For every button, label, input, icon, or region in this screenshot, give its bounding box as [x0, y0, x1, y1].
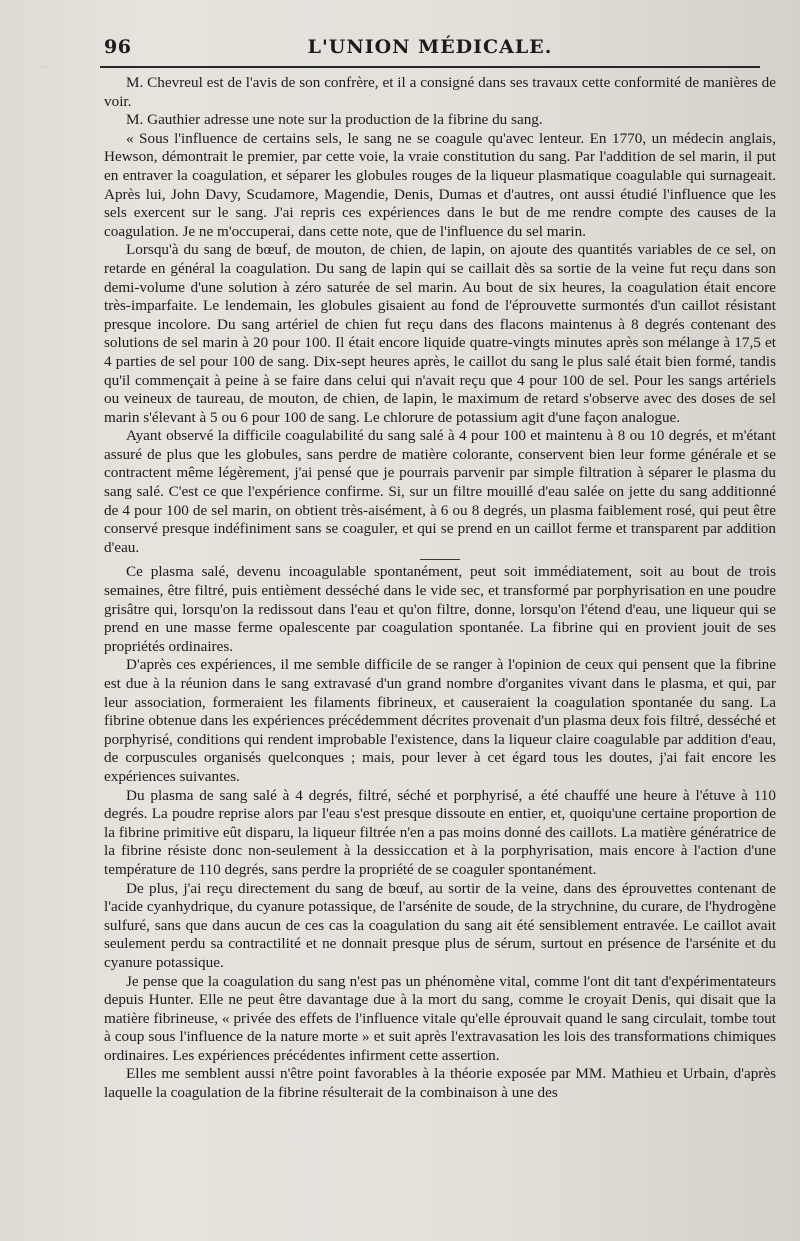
- running-title: L'UNION MÉDICALE.: [307, 36, 553, 58]
- paragraph-plasma-sale: Ce plasma salé, devenu incoagulable spontanément, peut soit immédiatement, soit au bout de trois semaines, être filtré, puis entièment desséché dans le vide sec, et transformé par porphyrisation en une poudre grisâtre qui, lorsqu'on la redissout dans l'eau et qu'on filtre, donne, lorsqu'on l'étend d'eau, une liqueur qui se prend en une masse ferme opalescente par coagulation spontanée. La fibrine qui en provient jouit de ses propriétés ordinaires.: [104, 563, 776, 655]
- paragraph-poisons: De plus, j'ai reçu directement du sang de bœuf, au sortir de la veine, dans des éprouvettes contenant de l'acide cyanhydrique, du cyanure potassique, de l'arsénite de soude, de la strychnine, du curare, de l'hydrogène sulfuré, sans que dans aucun de ces cas la coagulation du sang ait été sensiblement entravée. Le caillot avait seulement perdu sa contractilité et ne donnait presque plus de sérum, surtout en présence de l'arsénite et du cyanure potassique.: [104, 879, 776, 971]
- article-body: [104, 74, 776, 1103]
- show-through-text: ~: [40, 60, 49, 76]
- page-header: [100, 36, 760, 62]
- section-divider: [420, 559, 460, 560]
- paragraph-organites: D'après ces expériences, il me semble difficile de se ranger à l'opinion de ceux qui pensent que la fibrine est due à la réunion dans le sang extravasé d'un grand nombre d'organites vivant dans le plasma, et qui, par leur association, formeraient les filaments fibrineux, et causeraient la coagulation spontanée du sang. La fibrine obtenue dans les expériences précédemment décrites provenait d'un plasma deux fois filtré, desséché et porphyrisé, conditions qui rendent improbable l'existence, dans la liqueur claire coagulable par addition d'eau, de corpuscules organisés quelconques ; mais, pour lever à cet égard tous les doutes, j'ai fait encore les expériences suivantes.: [104, 656, 776, 785]
- paragraph-hunter: Je pense que la coagulation du sang n'est pas un phénomène vital, comme l'ont dit tant d'expérimentateurs depuis Hunter. Elle ne peut être davantage due à la mort du sang, comme le croyait Denis, qui disait que la matière fibrineuse, « privée des effets de l'influence vitale qu'elle éprouvait quand le sang circulait, tombe tout à coup sous l'influence de la nature morte » et suit après l'extravasation les lois des transformations chimiques ordinaires. Les expériences précédentes infirment cette assertion.: [104, 972, 776, 1064]
- paragraph-mathieu-urbain: Elles me semblent aussi n'être point favorables à la théorie exposée par MM. Mathieu et Urbain, d'après laquelle la coagulation de la fibrine résulterait de la combinaison à une des: [104, 1065, 776, 1102]
- paragraph-hewson: « Sous l'influence de certains sels, le sang ne se coagule qu'avec lenteur. En 1770, un médecin anglais, Hewson, démontrait le premier, par cette voie, la vraie constitution du sang. Par l'addition de sel marin, il put en entraver la coagulation, et séparer les globules rouges de la liqueur plasmatique coagulable qui surnageait. Après lui, John Davy, Scudamore, Magendie, Denis, Dumas et d'autres, ont aussi étudié l'influence que les sels exercent sur le sang. J'ai repris ces expériences dans le but de me rendre compte des causes de la coagulation. Je ne m'occuperai, dans cette note, que de l'influence du sel marin.: [104, 129, 776, 240]
- paragraph-sel-marin: Lorsqu'à du sang de bœuf, de mouton, de chien, de lapin, on ajoute des quantités variables de ce sel, on retarde en général la coagulation. Du sang de lapin qui se caillait dès sa sortie de la veine fut reçu dans son demi-volume d'une solution à zéro saturée de sel marin. Au bout de six heures, la coagulation était encore très-imparfaite. Le lendemain, les globules gisaient au fond de l'éprouvette surmontés d'un caillot résistant presque incolore. Du sang artériel de chien fut reçu dans des flacons maintenus à 8 degrés contenant des solutions de sel marin à 20 pour 100. Il était encore liquide quatre-vingts minutes après son mélange à 17,5 et 4 parties de sel pour 100 de sang. Dix-sept heures après, le caillot du sang le plus salé était bien formé, tandis qu'il commençait à peine à se faire dans celui qui n'avait reçu que 4 pour 100 de sel. Pour les sangs artériels ou veineux de taureau, de mouton, de chien, de lapin, le maximum de retard s'observe avec des doses de sel marin s'élevant à 5 ou 6 pour 100 de sang. Le chlorure de potassium agit d'une façon analogue.: [104, 241, 776, 426]
- paragraph-chevreul: M. Chevreul est de l'avis de son confrère, et il a consigné dans ses travaux cette conformité de manières de voir.: [104, 74, 776, 110]
- page-number: 96: [104, 36, 132, 58]
- header-rule: [100, 66, 760, 68]
- paragraph-gauthier-note: M. Gauthier adresse une note sur la production de la fibrine du sang.: [126, 111, 543, 129]
- paragraph-etuve: Du plasma de sang salé à 4 degrés, filtré, séché et porphyrisé, a été chauffé une heure à l'étuve à 110 degrés. La poudre reprise alors par l'eau s'est presque dissoute en entier, et, quoiqu'une certaine proportion de la fibrine primitive eût disparu, la liqueur filtrée n'en a pas moins donné des caillots. La matière génératrice de la fibrine résiste donc non-seulement à la dessiccation et à la porphyrisation, mais encore à l'action d'une température de 110 degrés, sans perdre la propriété de se coaguler spontanément.: [104, 786, 776, 878]
- paragraph-filtration: Ayant observé la difficile coagulabilité du sang salé à 4 pour 100 et maintenu à 8 ou 10 degrés, et m'étant assuré de plus que les globules, sans perdre de matière colorante, conservent bien leur forme générale et se contractent même légèrement, j'ai pensé que je pourrais parvenir par simple filtration à séparer le plasma du sang salé. C'est ce que l'expérience confirme. Si, sur un filtre mouillé d'eau salée on jette du sang additionné de 4 pour 100 de sel marin, on obtient très-aisément, à 6 ou 8 degrés, un plasma faiblement rosé, qui peut être conservé presque indéfiniment sans se coaguler, et qui se prend en un caillot ferme et transparent par addition d'eau.: [104, 427, 776, 556]
